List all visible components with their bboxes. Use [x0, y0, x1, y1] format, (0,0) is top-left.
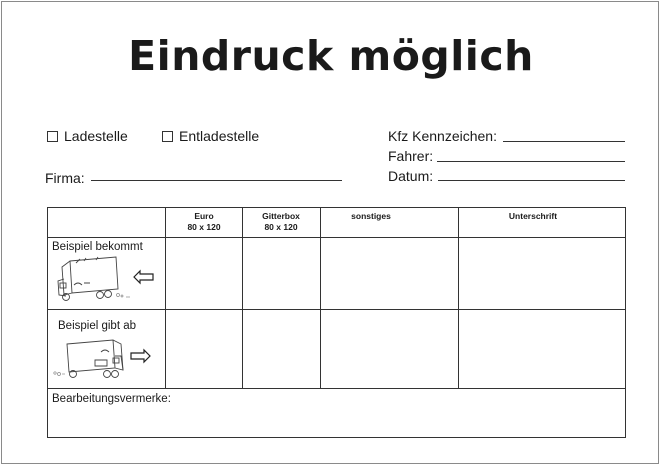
checkbox-label-entladestelle: Entladestelle — [179, 128, 260, 144]
row-divider — [48, 309, 625, 310]
col-divider — [320, 208, 321, 388]
plate-input-line[interactable] — [503, 141, 625, 142]
header-gitterbox-line1: Gitterbox — [262, 211, 300, 221]
checkbox-box[interactable] — [47, 131, 58, 142]
checkbox-ladestelle[interactable] — [47, 128, 128, 144]
col-divider — [458, 208, 459, 388]
header-gitterbox — [242, 211, 320, 233]
header-signature: Unterschrift — [508, 211, 558, 221]
page-title: Eindruck möglich — [128, 32, 534, 80]
checkbox-entladestelle[interactable] — [162, 128, 259, 144]
arrow-right-icon — [131, 350, 150, 362]
pallet-table — [47, 207, 626, 438]
driver-label: Fahrer: — [388, 148, 434, 164]
row-label-gives: Beispiel gibt ab — [58, 320, 136, 332]
truck-icon — [56, 255, 156, 303]
notes-label: Bearbeitungsvermerke: — [52, 393, 171, 405]
driver-input-line[interactable] — [437, 161, 625, 162]
col-divider — [242, 208, 243, 388]
checkbox-label-ladestelle: Ladestelle — [64, 128, 128, 144]
header-gitterbox-line2: 80 x 120 — [264, 222, 298, 232]
row-divider — [48, 237, 625, 238]
plate-label: Kfz Kennzeichen: — [388, 128, 497, 144]
company-label: Firma: — [45, 170, 85, 186]
header-euro-line2: 80 x 120 — [187, 222, 221, 232]
col-divider — [165, 208, 166, 388]
date-input-line[interactable] — [438, 180, 625, 181]
header-other: sonstiges — [351, 211, 391, 221]
date-label: Datum: — [388, 168, 434, 184]
header-euro — [165, 211, 243, 233]
arrow-left-icon — [134, 271, 153, 283]
truck-icon — [51, 334, 159, 382]
row-divider — [48, 388, 625, 389]
company-input-line[interactable] — [91, 180, 342, 181]
row-label-receives: Beispiel bekommt — [52, 241, 143, 253]
header-euro-line1: Euro — [194, 211, 214, 221]
checkbox-box[interactable] — [162, 131, 173, 142]
